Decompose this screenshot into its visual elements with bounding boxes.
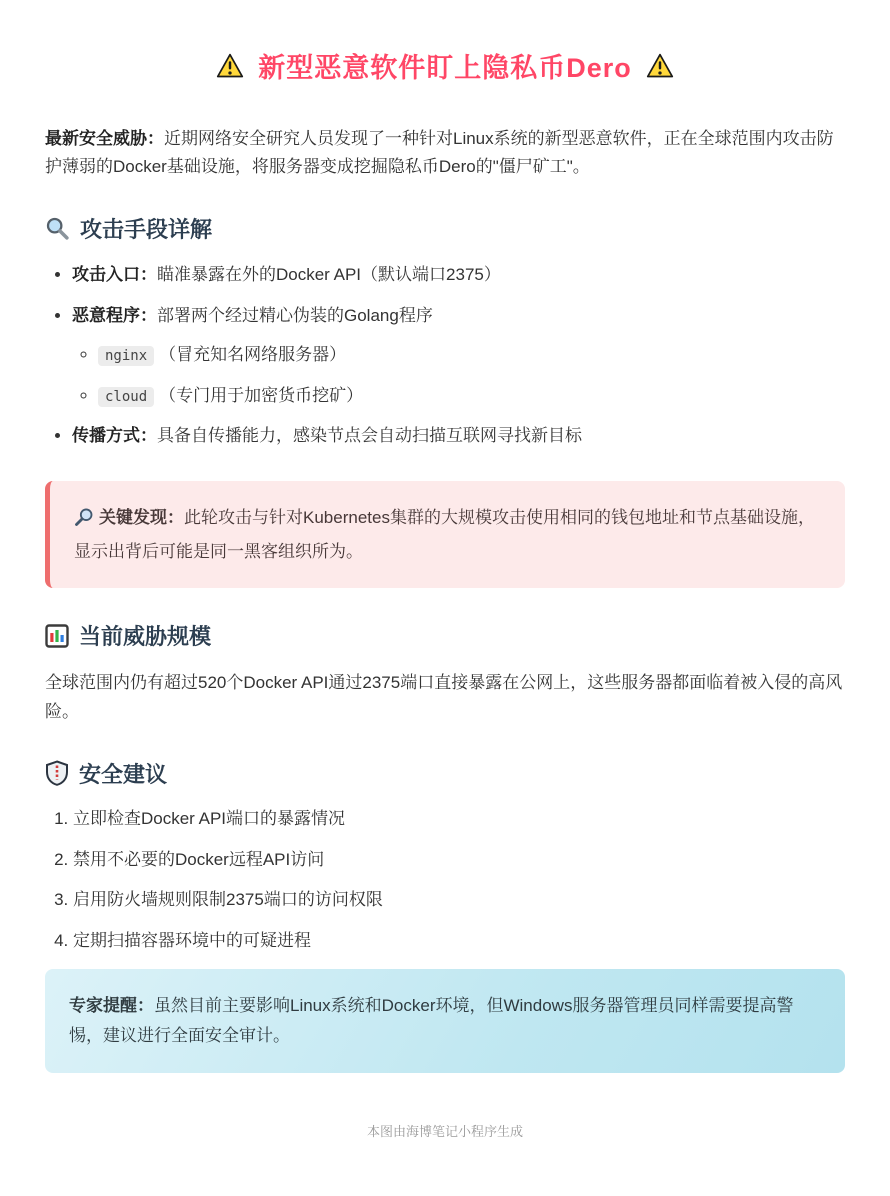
warning-icon [646,52,674,80]
code-chip: cloud [98,387,154,407]
magnifier-right-icon [74,507,94,537]
intro-paragraph [45,125,845,181]
bullet-text: 瞄准暴露在外的Docker API（默认端口2375） [157,265,501,285]
bullet-label: 传播方式： [72,426,157,446]
security-advice-list [45,807,845,954]
bullet-label: 恶意程序： [72,305,157,325]
page-title [45,46,845,85]
advice-section-heading [45,758,845,789]
list-item: 2. 禁用不必要的Docker远程API访问 [73,848,845,873]
bullet-text: （冒充知名网络服务器） [159,345,347,365]
bullet-text: 部署两个经过精心伪装的Golang程序 [157,305,433,325]
warning-icon [216,52,244,80]
shield-icon [45,760,69,786]
attack-section-heading [45,213,845,244]
list-item [98,383,845,409]
key-finding-callout [45,481,845,589]
intro-label: 最新安全威胁： [45,129,164,148]
intro-text: 近期网络安全研究人员发现了一种针对Linux系统的新型恶意软件，正在全球范围内攻击防护薄弱的Docker基础设施，将服务器变成挖掘隐私币Dero的"僵尸矿工"。 [45,129,834,177]
key-finding-text: 此轮攻击与针对Kubernetes集群的大规模攻击使用相同的钱包地址和节点基础设施，显示出背后可能是同一黑客组织所为。 [74,507,815,561]
list-item [98,342,845,368]
bullet-text: 具备自传播能力，感染节点会自动扫描互联网寻找新目标 [157,426,582,446]
advice-section-title: 安全建议 [79,761,168,787]
expert-tip-callout [45,969,845,1073]
list-item [72,423,845,449]
scale-section-heading [45,620,845,651]
list-item [72,262,845,288]
key-finding-label: 关键发现： [99,507,184,527]
magnifier-left-icon [45,216,70,241]
bar-chart-icon [45,624,69,648]
expert-tip-text: 虽然目前主要影响Linux系统和Docker环境，但Windows服务器管理员同样需要提高警惕，建议进行全面安全审计。 [69,996,794,1046]
list-item: 1. 立即检查Docker API端口的暴露情况 [73,807,845,832]
list-item: 4. 定期扫描容器环境中的可疑进程 [73,929,845,954]
expert-tip-label: 专家提醒： [69,996,154,1016]
scale-section-title: 当前威胁规模 [79,624,212,650]
bullet-text: （专门用于加密货币挖矿） [159,385,364,405]
malware-program-sublist [72,342,845,408]
attack-section-title: 攻击手段详解 [80,217,213,243]
bullet-label: 攻击入口： [72,265,157,285]
code-chip: nginx [98,346,154,366]
page-title-text: 新型恶意软件盯上隐私币Dero [258,53,632,83]
list-item [72,303,845,409]
attack-method-list [45,262,845,449]
list-item: 3. 启用防火墙规则限制2375端口的访问权限 [73,888,845,913]
scale-paragraph: 全球范围内仍有超过520个Docker API通过2375端口直接暴露在公网上，这些服务器都面临着被入侵的高风险。 [45,673,843,721]
footer-note: 本图由海博笔记小程序生成 [366,1123,523,1139]
